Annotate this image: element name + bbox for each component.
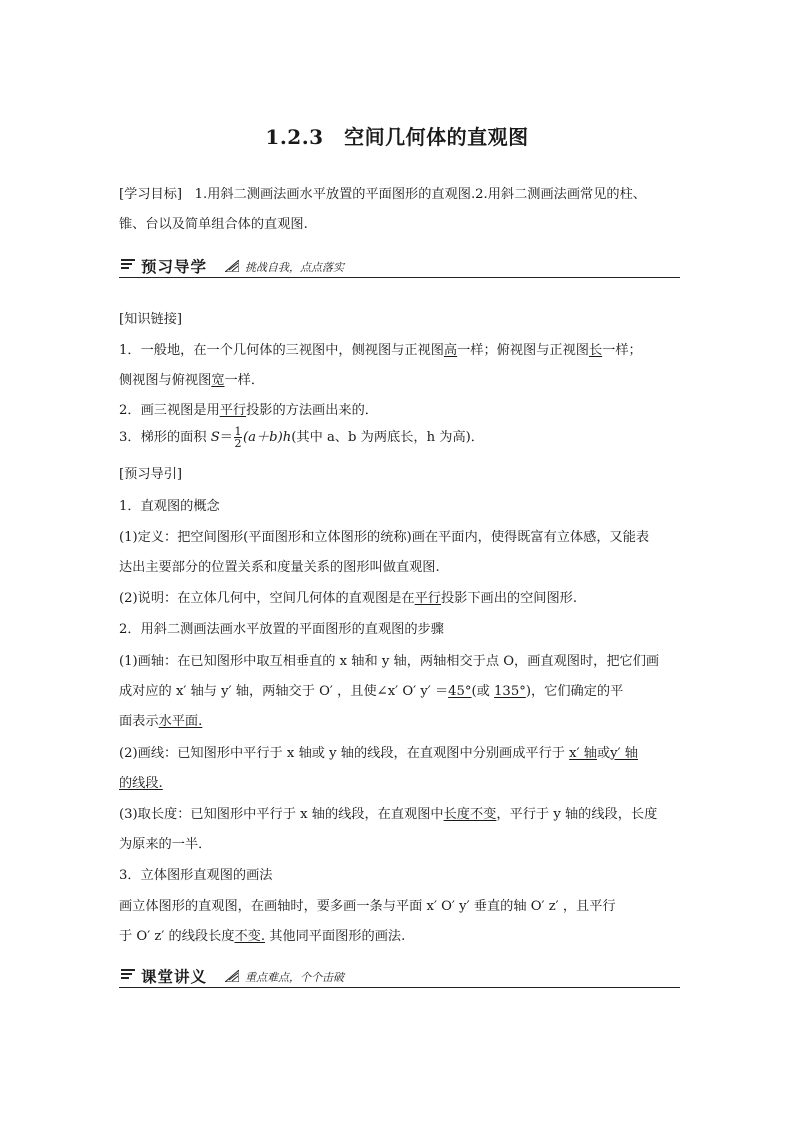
learning-objectives-line1: [学习目标] 1.用斜二测画法画水平放置的平面图形的直观图.2.用斜二测画法画常见的柱、 bbox=[119, 187, 646, 202]
knowledge-item-3: 3．梯形的面积 S＝ $\frac{1}{2}$ (a＋b)h(其中 a、b 为两底长，h 为高)． bbox=[119, 425, 484, 450]
section-banner-lecture bbox=[119, 965, 680, 988]
preview-s3-line2: 于 O′ z′ 的线段长度不变. 其他同平面图形的画法. bbox=[119, 929, 406, 944]
preview-s2-step1-line1: (1)画轴：在已知图形中取互相垂直的 x 轴和 y 轴，两轴相交于点 O，画直观图时，把它们画 bbox=[119, 654, 660, 669]
knowledge-item-1: 1．一般地，在一个几何体的三视图中，侧视图与正视图高一样；俯视图与正视图长一样； bbox=[119, 343, 642, 358]
preview-s3-line1: 画立体图形的直观图，在画轴时，要多画一条与平面 x′ O′ y′ 垂直的轴 O′ z′ ，且平行 bbox=[119, 899, 616, 914]
page-title: 1.2.3 空间几何体的直观图 bbox=[265, 125, 529, 149]
knowledge-item-1-cont: 侧视图与俯视图宽一样． bbox=[119, 373, 265, 388]
preview-s1-note: (2)说明：在立体几何中，空间几何体的直观图是在平行投影下画出的空间图形. bbox=[119, 591, 578, 606]
learning-objectives-line2: 锥、台以及简单组合体的直观图. bbox=[119, 217, 308, 232]
stripes-icon bbox=[121, 258, 137, 272]
preview-s2-step2-line1: (2)画线：已知图形中平行于 x 轴或 y 轴的线段，在直观图中分别画成平行于 x′ 轴或y′ 轴 bbox=[119, 746, 638, 761]
preview-label: [预习导引] bbox=[119, 467, 183, 482]
banner-subtitle: 重点难点，个个击破 bbox=[245, 971, 344, 984]
stripes-icon bbox=[121, 968, 137, 982]
section-banner-preview bbox=[119, 255, 680, 278]
preview-s2-step3-line1: (3)取长度：已知图形中平行于 x 轴的线段，在直观图中长度不变，平行于 y 轴的线段，长度 bbox=[119, 807, 658, 822]
triangle-icon bbox=[225, 970, 239, 982]
banner-heading: 预习导学 bbox=[141, 258, 208, 276]
objectives-label: [学习目标] bbox=[119, 187, 183, 202]
preview-section-2: 2．用斜二测画法画水平放置的平面图形的直观图的步骤 bbox=[119, 622, 444, 637]
banner-heading: 课堂讲义 bbox=[141, 968, 208, 986]
triangle-icon bbox=[225, 260, 239, 272]
preview-section-1: 1．直观图的概念 bbox=[119, 499, 220, 514]
preview-s2-step1-line2: 成对应的 x′ 轴与 y′ 轴，两轴交于 O′ ，且使∠x′ O′ y′ ＝45°(或 135°)，它们确定的平 bbox=[119, 684, 624, 699]
preview-s2-step3-line2: 为原来的一半． bbox=[119, 837, 212, 852]
banner-subtitle: 挑战自我，点点落实 bbox=[245, 261, 344, 274]
preview-section-3: 3．立体图形直观图的画法 bbox=[119, 868, 273, 883]
preview-s2-step2-line2: 的线段. bbox=[119, 776, 163, 791]
preview-s1-def-line1: (1)定义：把空间图形(平面图形和立体图形的统称)画在平面内，使得既富有立体感，又能表 bbox=[119, 530, 650, 545]
knowledge-label: [知识链接] bbox=[119, 312, 183, 327]
knowledge-item-2: 2．画三视图是用平行投影的方法画出来的． bbox=[119, 403, 378, 418]
fraction-one-half: $\frac{1}{2}$ bbox=[234, 425, 242, 450]
preview-s1-def-line2: 达出主要部分的位置关系和度量关系的图形叫做直观图. bbox=[119, 560, 440, 575]
preview-s2-step1-line3: 面表示水平面. bbox=[119, 714, 203, 729]
